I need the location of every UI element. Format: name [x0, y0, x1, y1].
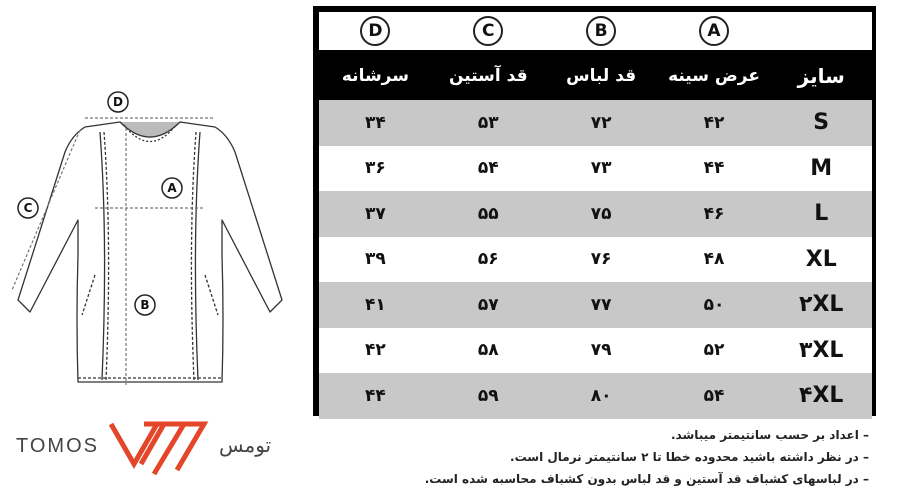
table-header	[319, 52, 872, 100]
cell-size: S	[813, 110, 830, 136]
cell-size: ۳XL	[799, 337, 844, 363]
label-b: B	[140, 298, 150, 312]
header-sleeve: قد آستین	[448, 66, 528, 86]
letter-a: A	[699, 16, 729, 46]
logo-latin: TOMOS	[16, 435, 99, 457]
header-length: قد لباس	[566, 66, 637, 86]
cell-shoulder: ۳۷	[365, 203, 386, 224]
cell-sleeve: ۵۴	[477, 158, 499, 179]
cell-length: ۷۲	[590, 112, 612, 133]
notes	[309, 424, 869, 490]
table-row	[319, 237, 872, 283]
tomos-logo	[14, 412, 294, 482]
column-letter-row	[319, 12, 872, 50]
cell-length: ۷۷	[590, 294, 612, 315]
cell-chest: ۴۶	[703, 203, 725, 224]
logo-persian: تومس	[219, 433, 272, 457]
table-row	[319, 373, 872, 419]
cell-length: ۷۳	[590, 158, 612, 179]
garment-outline	[18, 122, 282, 382]
cell-sleeve: ۵۸	[477, 340, 499, 361]
label-c: C	[23, 201, 33, 215]
cell-shoulder: ۴۱	[365, 294, 386, 315]
cell-size: ۴XL	[799, 383, 844, 409]
header-chest: عرض سینه	[668, 66, 760, 86]
table-row	[319, 146, 872, 192]
note-item: – در لباسهای کشباف قد آستین و قد لباس بدون کشباف محاسبه شده است.	[424, 472, 869, 486]
cell-size: ۲XL	[799, 292, 844, 318]
cell-size: L	[814, 201, 829, 227]
cell-shoulder: ۴۲	[365, 340, 386, 361]
cell-size: XL	[805, 246, 837, 272]
cell-length: ۷۶	[590, 249, 612, 270]
cell-chest: ۴۲	[703, 112, 725, 133]
cell-sleeve: ۵۷	[477, 294, 499, 315]
note-item: – در نظر داشته باشید محدوده خطا تا ۲ سانتیمتر نرمال است.	[510, 450, 869, 464]
cell-chest: ۵۲	[703, 340, 725, 361]
cell-chest: ۴۸	[703, 249, 725, 270]
cell-sleeve: ۵۹	[477, 385, 499, 406]
note-item: – اعداد بر حسب سانتیمتر میباشد.	[671, 428, 869, 442]
cell-shoulder: ۳۴	[365, 112, 386, 133]
letter-c: C	[473, 16, 503, 46]
cell-shoulder: ۴۴	[365, 385, 386, 406]
cell-shoulder: ۳۹	[365, 249, 386, 270]
cell-length: ۷۵	[590, 203, 612, 224]
cell-chest: ۴۴	[703, 158, 725, 179]
table-row	[319, 282, 872, 328]
table-row	[319, 100, 872, 146]
table-row	[319, 328, 872, 374]
logo-mark	[111, 424, 204, 474]
table-body	[319, 100, 872, 419]
cell-sleeve: ۵۵	[477, 203, 499, 224]
garment-diagram	[0, 80, 300, 410]
label-d: D	[113, 95, 123, 109]
collar	[120, 122, 180, 137]
cell-length: ۸۰	[590, 385, 612, 406]
cell-size: M	[810, 155, 833, 181]
cell-length: ۷۹	[590, 340, 612, 361]
cell-chest: ۵۰	[703, 294, 725, 315]
letter-b: B	[586, 16, 616, 46]
cell-sleeve: ۵۳	[477, 112, 499, 133]
cell-sleeve: ۵۶	[477, 249, 499, 270]
header-shoulder: سرشانه	[341, 66, 409, 86]
label-a: A	[167, 181, 177, 195]
header-size: سایز	[797, 64, 845, 88]
cell-shoulder: ۳۶	[365, 158, 386, 179]
letter-d: D	[360, 16, 390, 46]
size-table	[313, 6, 876, 416]
cell-chest: ۵۴	[703, 385, 725, 406]
table-row	[319, 191, 872, 237]
